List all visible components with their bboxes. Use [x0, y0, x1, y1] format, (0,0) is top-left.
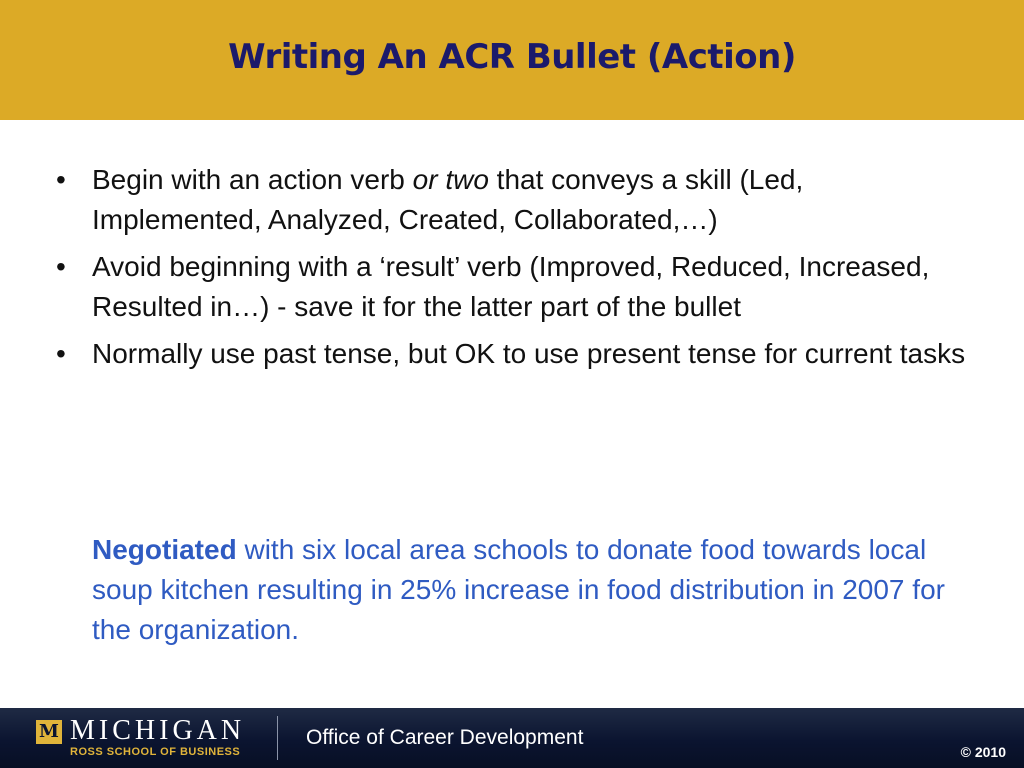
bullet-item	[52, 334, 972, 374]
slide-title: Writing An ACR Bullet (Action)	[228, 37, 796, 77]
bullet-text: Avoid beginning with a ‘result’ verb (Improved, Reduced, Increased, Resulted in…) - save it for the latter part of the bullet	[92, 251, 930, 322]
bullet-text: Normally use past tense, but OK to use present tense for current tasks	[92, 338, 966, 369]
bullet-list	[52, 160, 972, 381]
bullet-text: Begin with an action verb or two that conveys a skill (Led, Implemented, Analyzed, Created, Collaborated,…)	[92, 164, 804, 235]
footer-divider	[277, 716, 278, 760]
footer-bar	[0, 708, 1024, 768]
bullet-item	[52, 247, 972, 327]
example-bullet	[92, 530, 952, 650]
bullet-marker: •	[56, 338, 66, 369]
michigan-logo-icon: M	[36, 720, 62, 744]
example-text: with six local area schools to donate food towards local soup kitchen resulting in 25% increase in food distribution in 2007 for the organization.	[92, 534, 945, 645]
bullet-emphasis: or two	[412, 164, 489, 195]
title-banner	[0, 0, 1024, 120]
office-name: Office of Career Development	[306, 726, 584, 749]
bullet-marker: •	[56, 164, 66, 195]
logo-name: MICHIGAN	[70, 715, 246, 746]
copyright-text: © 2010	[960, 744, 1006, 760]
logo-subtitle: ROSS SCHOOL OF BUSINESS	[70, 746, 241, 758]
example-action-verb: Negotiated	[92, 534, 237, 565]
bullet-item	[52, 160, 972, 240]
bullet-marker: •	[56, 251, 66, 282]
